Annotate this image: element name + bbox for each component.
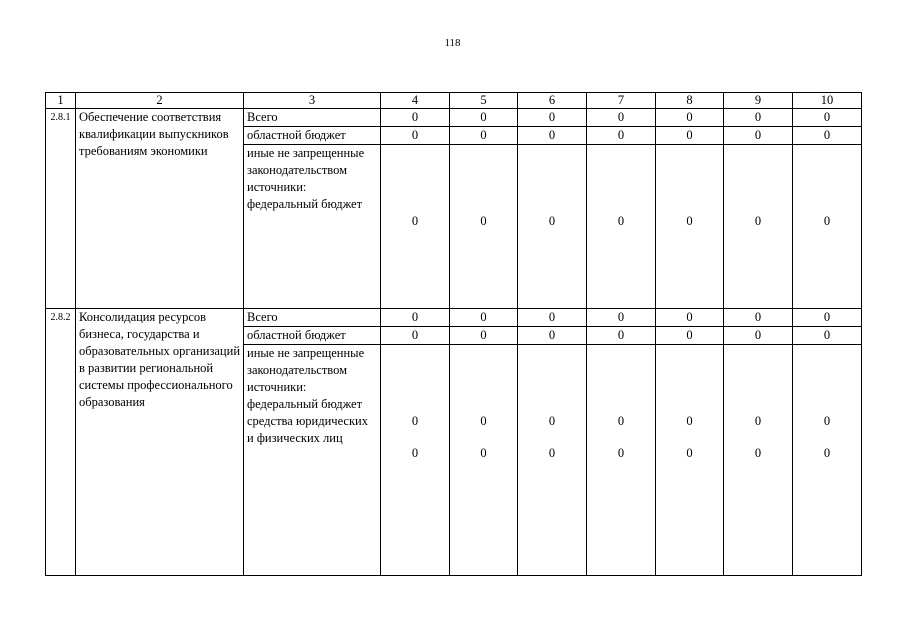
value-cell — [450, 145, 518, 309]
value-cell: 0 — [724, 109, 793, 127]
value-cell: 0 — [450, 109, 518, 127]
value: 0 — [686, 446, 693, 460]
value-cell: 0 — [656, 127, 724, 145]
value-cell — [381, 145, 450, 309]
value-cell: 0 — [518, 109, 587, 127]
header-cell: 6 — [518, 93, 587, 109]
header-cell: 4 — [381, 93, 450, 109]
header-row — [46, 93, 862, 109]
source-label: федеральный бюджет — [247, 397, 363, 411]
value-cell — [518, 345, 587, 576]
value: 0 — [411, 414, 419, 428]
source-label: областной бюджет — [244, 127, 381, 145]
value-cell: 0 — [450, 309, 518, 327]
value-cell: 0 — [381, 327, 450, 345]
value-cell: 0 — [381, 309, 450, 327]
value: 0 — [823, 214, 831, 228]
header-cell: 7 — [587, 93, 656, 109]
value-cell: 0 — [381, 127, 450, 145]
value-cell: 0 — [450, 327, 518, 345]
value: 0 — [480, 446, 487, 460]
value: 0 — [411, 214, 419, 228]
row-number: 2.8.2 — [46, 309, 76, 576]
value-cell: 0 — [656, 109, 724, 127]
value: 0 — [548, 414, 556, 428]
value: 0 — [754, 214, 762, 228]
value-cell — [518, 145, 587, 309]
value-cell: 0 — [793, 109, 862, 127]
value-cell — [450, 345, 518, 576]
value: 0 — [480, 214, 487, 228]
header-cell: 9 — [724, 93, 793, 109]
value-cell: 0 — [587, 309, 656, 327]
value: 0 — [754, 446, 762, 460]
header-cell: 1 — [46, 93, 76, 109]
value: 0 — [548, 446, 556, 460]
value-cell — [656, 145, 724, 309]
table-row — [46, 109, 862, 127]
value: 0 — [617, 446, 625, 460]
measure-name: Обеспечение соответствия квалификации выпускников требованиям экономики — [76, 109, 244, 309]
row-number: 2.8.1 — [46, 109, 76, 309]
value-cell — [793, 145, 862, 309]
header-cell: 10 — [793, 93, 862, 109]
value-cell: 0 — [450, 127, 518, 145]
value: 0 — [823, 414, 831, 428]
value: 0 — [686, 214, 693, 228]
value-cell: 0 — [381, 109, 450, 127]
value-cell: 0 — [587, 327, 656, 345]
value-cell — [724, 145, 793, 309]
header-cell: 8 — [656, 93, 724, 109]
value: 0 — [480, 414, 487, 428]
value-cell: 0 — [518, 327, 587, 345]
source-label: средства юридических и физических лиц — [247, 414, 368, 445]
value-cell: 0 — [656, 327, 724, 345]
value-cell: 0 — [793, 127, 862, 145]
value: 0 — [686, 414, 693, 428]
header-cell: 3 — [244, 93, 381, 109]
value: 0 — [617, 414, 625, 428]
value-cell: 0 — [793, 309, 862, 327]
source-label: областной бюджет — [244, 327, 381, 345]
value: 0 — [754, 414, 762, 428]
budget-table — [45, 92, 862, 576]
header-cell: 2 — [76, 93, 244, 109]
value-cell: 0 — [587, 127, 656, 145]
value-cell — [656, 345, 724, 576]
header-cell: 5 — [450, 93, 518, 109]
source-label: федеральный бюджет — [247, 197, 363, 211]
value-cell: 0 — [724, 309, 793, 327]
value-cell: 0 — [724, 127, 793, 145]
table-row — [46, 309, 862, 327]
value: 0 — [548, 214, 556, 228]
value-cell: 0 — [518, 127, 587, 145]
source-label: Всего — [244, 109, 381, 127]
value-cell: 0 — [724, 327, 793, 345]
value-cell: 0 — [656, 309, 724, 327]
value-cell — [587, 345, 656, 576]
source-label: Всего — [244, 309, 381, 327]
value: 0 — [617, 214, 625, 228]
other-sources-cell — [244, 345, 381, 576]
value-cell — [587, 145, 656, 309]
page-number: 118 — [444, 37, 461, 49]
value-cell — [793, 345, 862, 576]
value-cell: 0 — [793, 327, 862, 345]
value: 0 — [823, 446, 831, 460]
other-sources-cell — [244, 145, 381, 309]
value-cell: 0 — [518, 309, 587, 327]
measure-name: Консолидация ресурсов бизнеса, государства и образовательных организаций в развитии региональной системы профессионального образования — [76, 309, 244, 576]
value-cell: 0 — [587, 109, 656, 127]
value-cell — [381, 345, 450, 576]
other-sources-label: иные не запрещенные законодательством источники: — [247, 346, 365, 394]
other-sources-label: иные не запрещенные законодательством источники: — [247, 146, 365, 194]
value-cell — [724, 345, 793, 576]
value: 0 — [411, 446, 419, 460]
